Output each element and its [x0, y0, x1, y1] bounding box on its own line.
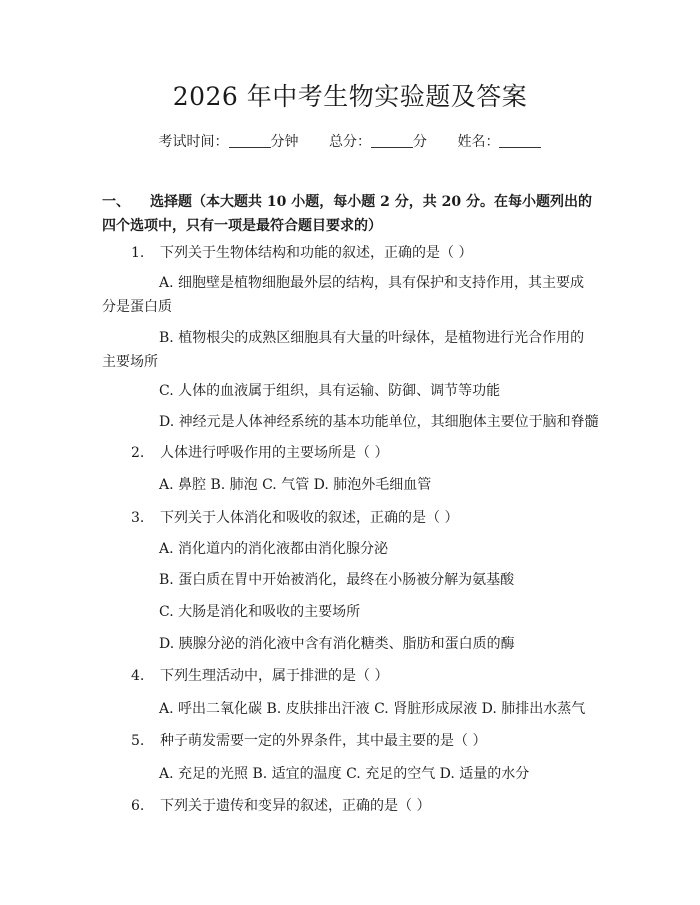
question-5	[131, 729, 486, 753]
question-3-option-c: C. 大肠是消化和吸收的主要场所	[159, 604, 361, 620]
question-number: 6.	[131, 798, 145, 814]
question-6	[131, 794, 430, 818]
section-heading	[102, 190, 596, 238]
question-number: 5.	[131, 733, 145, 749]
question-5-options: A. 充足的光照 B. 适宜的温度 C. 充足的空气 D. 适量的水分	[159, 766, 530, 782]
question-3-option-d: D. 胰腺分泌的消化液中含有消化糖类、脂肪和蛋白质的酶	[159, 636, 515, 652]
question-stem: 下列关于人体消化和吸收的叙述，正确的是（ ）	[160, 510, 459, 526]
total-score-unit: 分	[413, 134, 427, 150]
exam-time-field	[159, 131, 299, 153]
question-1-option-c: C. 人体的血液属于组织，具有运输、防御、调节等功能	[159, 383, 501, 399]
exam-time-unit: 分钟	[270, 134, 299, 150]
question-number: 1.	[131, 245, 145, 261]
total-score-label: 总分：	[329, 134, 371, 150]
question-3-option-a: A. 消化道内的消化液都由消化腺分泌	[159, 541, 389, 557]
question-stem: 下列关于生物体结构和功能的叙述，正确的是（ ）	[160, 245, 473, 261]
question-1-option-d: D. 神经元是人体神经系统的基本功能单位，其细胞体主要位于脑和脊髓	[159, 414, 599, 430]
question-2	[131, 441, 388, 465]
total-score-blank	[371, 132, 413, 148]
question-4-options: A. 呼出二氧化碳 B. 皮肤排出汗液 C. 肾脏形成尿液 D. 肺排出水蒸气	[159, 701, 586, 717]
question-stem: 下列生理活动中，属于排泄的是（ ）	[160, 668, 389, 684]
section-instructions: 选择题（本大题共 10 小题，每小题 2 分，共 20 分。在每小题列出的四个选项中，只有一项是最符合题目要求的）	[102, 194, 592, 234]
question-1	[131, 241, 472, 265]
question-stem: 人体进行呼吸作用的主要场所是（ ）	[160, 445, 389, 461]
question-stem: 下列关于遗传和变异的叙述，正确的是（ ）	[160, 798, 431, 814]
page-title: 2026 年中考生物实验题及答案	[172, 82, 528, 111]
student-name-field	[457, 131, 541, 153]
question-3-option-b: B. 蛋白质在胃中开始被消化，最终在小肠被分解为氨基酸	[159, 572, 515, 588]
exam-time-label: 考试时间：	[158, 134, 229, 150]
section-number: 一、	[102, 194, 130, 210]
question-stem: 种子萌发需要一定的外界条件，其中最主要的是（ ）	[160, 733, 487, 749]
question-1-option-a: A. 细胞壁是植物细胞最外层的结构，具有保护和支持作用，其主要成分是蛋白质	[102, 275, 585, 315]
exam-info-line	[0, 131, 700, 153]
question-4	[131, 664, 388, 688]
question-number: 4.	[131, 668, 145, 684]
question-2-options: A. 鼻腔 B. 肺泡 C. 气管 D. 肺泡外毛细血管	[159, 477, 432, 493]
total-score-field	[329, 131, 427, 153]
question-number: 3.	[131, 510, 145, 526]
student-name-label: 姓名：	[457, 134, 500, 150]
exam-time-blank	[229, 132, 271, 148]
question-number: 2.	[131, 445, 145, 461]
question-3	[131, 506, 458, 530]
student-name-blank	[499, 132, 541, 148]
question-1-option-b: B. 植物根尖的成熟区细胞具有大量的叶绿体，是植物进行光合作用的主要场所	[102, 330, 585, 370]
